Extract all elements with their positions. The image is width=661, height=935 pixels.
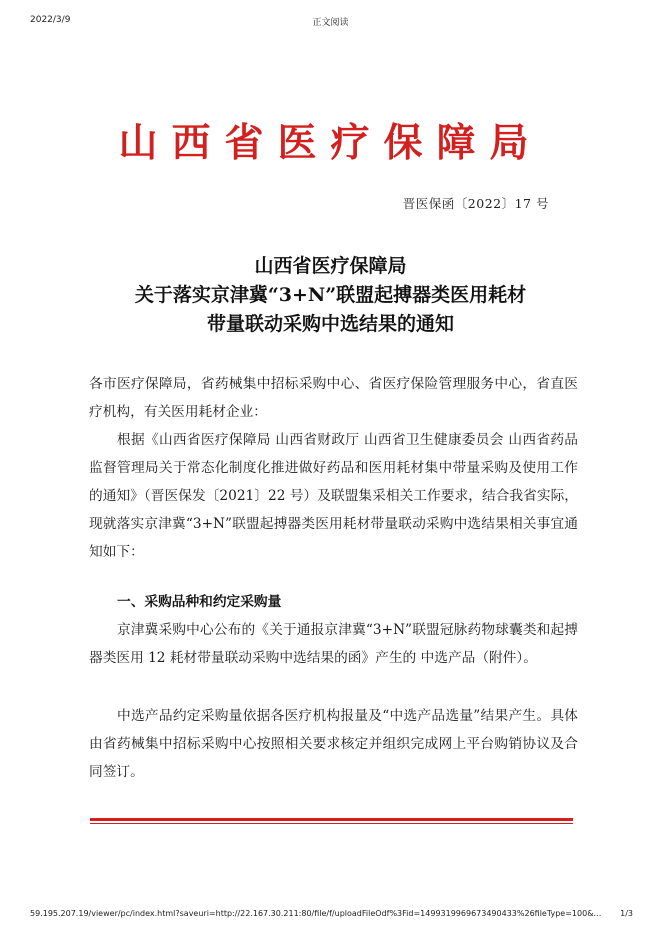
notice-title-line-2: 关于落实京津冀“3+N”联盟起搏器类医用耗材	[134, 284, 527, 306]
page-indicator: 1/3	[620, 909, 633, 918]
salutation-paragraph: 各市医疗保障局，省药械集中招标采购中心、省医疗保险管理服务中心，省直医疗机构，有关医用耗材企业：	[89, 376, 578, 420]
notice-title-line-3: 带量联动采购中选结果的通知	[206, 313, 454, 335]
notice-title	[0, 252, 661, 339]
section-1-paragraph-2: 中选产品约定采购量依据各医疗机构报量及“中选产品选量”结果产生。具体由省药械集中招标采购中心按照相关要求核定并组织完成网上平台购销协议及合同签订。	[89, 708, 578, 780]
footer-rule-thick	[90, 818, 573, 821]
notice-title-line-1: 山西省医疗保障局	[254, 255, 407, 277]
section-heading-1: 一、采购品种和约定采购量	[117, 594, 282, 610]
footer-rule-thin	[90, 823, 573, 824]
print-footer	[0, 909, 661, 923]
section-1-paragraph-1: 京津冀采购中心公布的《关于通报京津冀“3+N”联盟冠脉药物球囊类和起搏器类医用 12 耗材带量联动采购中选结果的函》产生的 中选产品（附件）。	[89, 622, 578, 666]
print-url: 59.195.207.19/viewer/pc/index.html?saveuri=http://22.167.30.211:80/file/f/uploadFileOdf%3Fid=1499319969673490433%26fileType=100&…	[30, 909, 602, 918]
print-title: 正文阅读	[312, 18, 349, 28]
document-number: 晋医保函〔2022〕17 号	[402, 196, 549, 211]
print-header	[0, 15, 661, 29]
print-date: 2022/3/9	[30, 15, 71, 25]
intro-paragraph: 根据《山西省医疗保障局 山西省财政厅 山西省卫生健康委员会 山西省药品监督管理局关于常态化制度化推进做好药品和医用耗材集中带量采购及使用工作的通知》（晋医保发〔2021〕22 号）及联盟集采相关工作要求，结合我省实际，现就落实京津冀“3+N”联盟起搏器类医用耗材带量联动采购中选结果相关事宜通知如下：	[89, 432, 578, 560]
issuer-header: 山西省医疗保障局	[118, 120, 543, 166]
